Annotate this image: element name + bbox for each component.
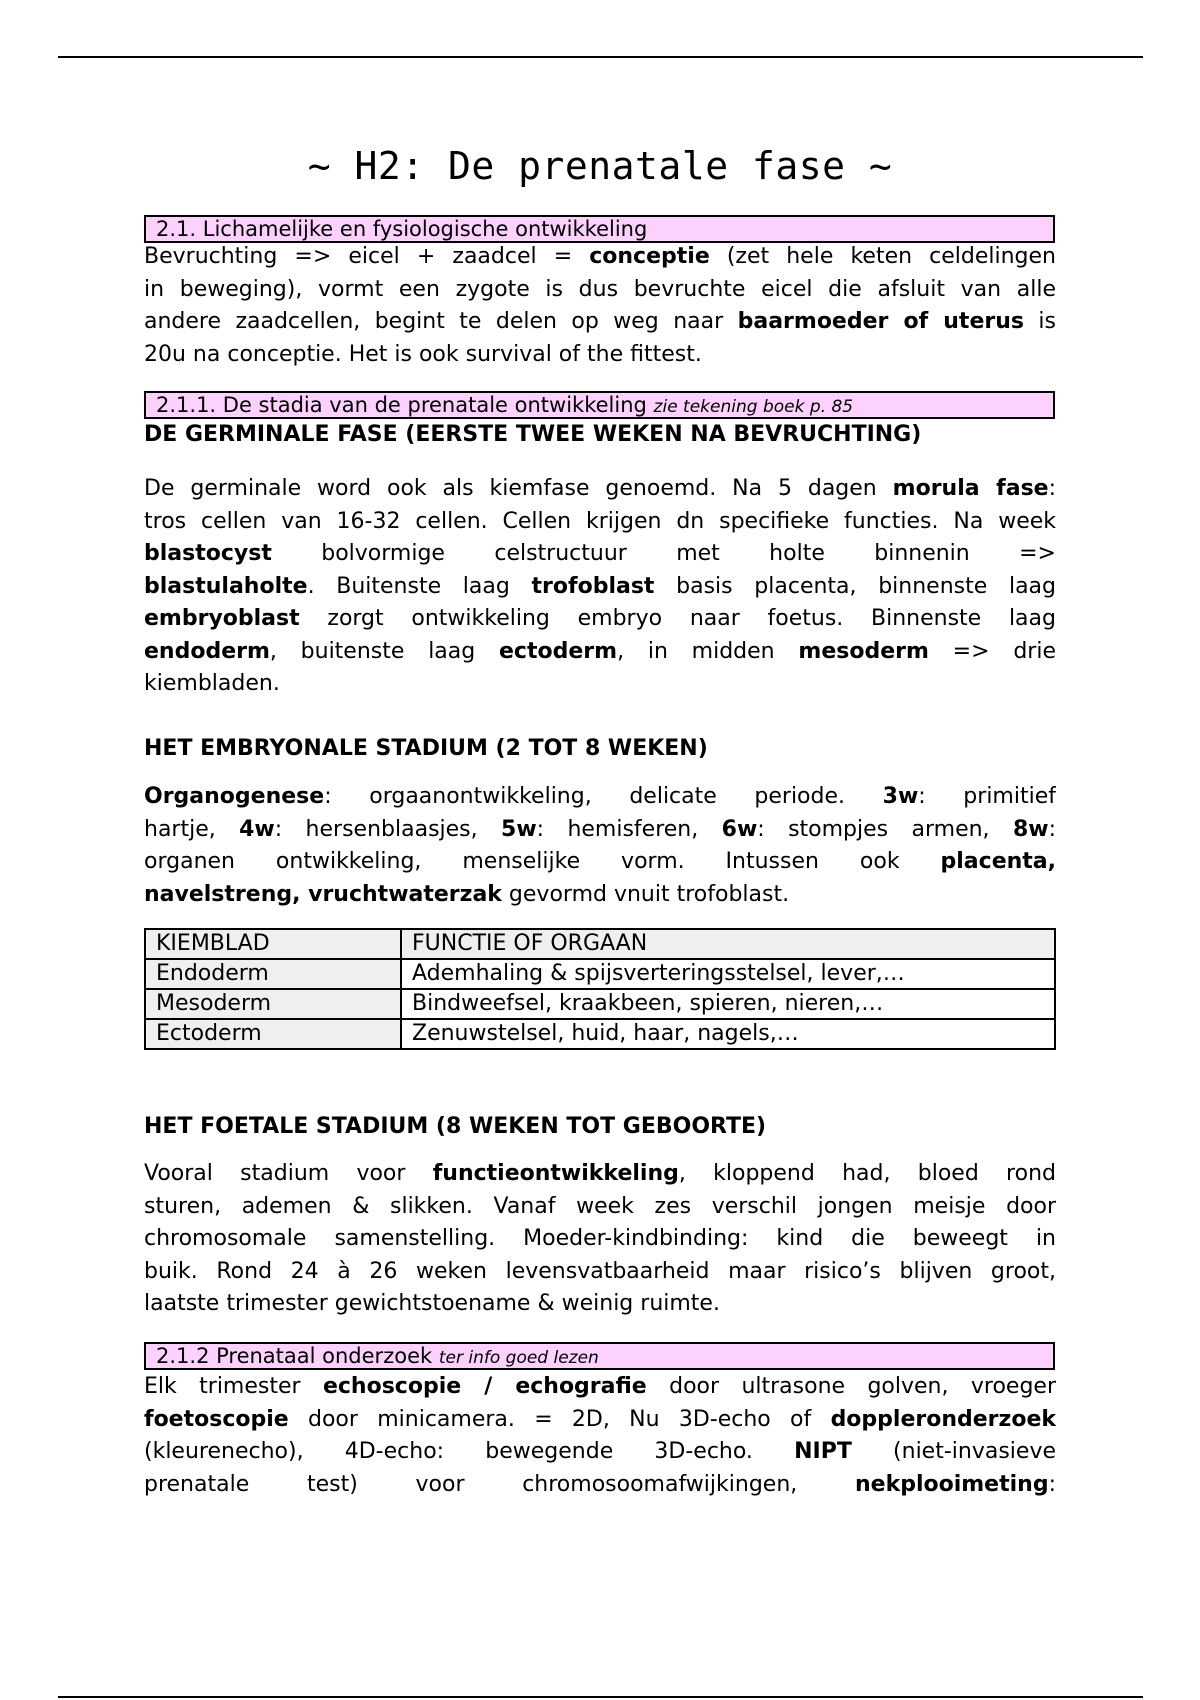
bold-term: 4w [239,816,275,842]
section-note: zie tekening boek p. 85 [653,397,854,417]
table-cell-germ-layer: Mesoderm [145,989,401,1019]
bold-term: baarmoeder of uterus [737,309,1024,334]
text-line: (kleurenecho), 4D-echo: bewegende 3D-echo. NIPT (niet-invasieve [144,1439,1056,1464]
paragraph-germinal-phase [144,473,1056,701]
paragraph-fertilization [144,241,1056,371]
text-line: foetoscopie door minicamera. = 2D, Nu 3D-echo of doppleronderzoek [144,1406,1056,1432]
bold-term: 3w [882,784,919,809]
text-line: Elk trimester echoscopie / echografie door ultrasone golven, vroeger [144,1374,1056,1399]
text-line: Bevruchting => eicel + zaadcel = conceptie (zet hele keten celdelingen [144,244,1056,269]
bold-term: blastocyst [144,541,272,566]
table-cell-germ-layer: Ectoderm [145,1019,401,1049]
heading-embryonal-stage: HET EMBRYONALE STADIUM (2 TOT 8 WEKEN) [144,736,708,761]
page-title: ~ H2: De prenatale fase ~ [307,144,893,188]
text-line: in beweging), vormt een zygote is dus bevruchte eicel die afsluit van alle [144,276,1056,302]
bold-term: functieontwikkeling [432,1161,679,1186]
bold-term: NIPT [794,1439,852,1464]
bold-term: foetoscopie [144,1406,289,1432]
bold-term: endoderm [144,638,270,664]
table-cell-function: Bindweefsel, kraakbeen, spieren, nieren,… [401,989,1055,1019]
table-row [145,1019,1055,1049]
section-note: ter info goed lezen [438,1348,599,1368]
text-line: 20u na conceptie. Het is ook survival of the fittest. [144,341,702,367]
table-row [145,989,1055,1019]
text-line: prenatale test) voor chromosoomafwijkingen, nekplooimeting: [144,1471,1056,1497]
table-cell-function: Zenuwstelsel, huid, haar, nagels,… [401,1019,1055,1049]
paragraph-fetal-stage [144,1158,1056,1321]
bold-term: mesoderm [798,638,929,664]
text-line: navelstreng, vruchtwaterzak gevormd vnuit trofoblast. [144,881,790,907]
bold-term: echoscopie / echografie [322,1374,647,1399]
bold-term: morula fase [892,476,1049,501]
text-line: Organogenese: orgaanontwikkeling, delicate periode. 3w: primitief [144,784,1056,809]
section-heading-2-1-1 [144,391,1055,419]
bold-term: doppleronderzoek [830,1406,1056,1432]
paragraph-embryonal-stage [144,781,1056,911]
text-line: kiembladen. [144,671,280,696]
text-line: blastulaholte. Buitenste laag trofoblast basis placenta, binnenste laag [144,573,1056,599]
bold-term: Organogenese [144,784,325,809]
text-line: buik. Rond 24 à 26 weken levensvatbaarheid maar risico’s blijven groot, [144,1258,1056,1284]
text-line: De germinale word ook als kiemfase genoemd. Na 5 dagen morula fase: [144,476,1056,501]
bold-term: conceptie [589,244,710,269]
bold-term: 6w [721,816,758,842]
text-line: organen ontwikkeling, menselijke vorm. Intussen ook placenta, [144,849,1056,874]
paragraph-prenatal-screening [144,1371,1056,1501]
bold-term: placenta, [940,849,1056,874]
bold-term: blastulaholte [144,573,308,599]
table-cell-germ-layer: Endoderm [145,959,401,989]
section-heading-text: 2.1. Lichamelijke en fysiologische ontwikkeling [156,217,648,241]
bold-term: navelstreng, vruchtwaterzak [144,881,502,907]
bold-term: ectoderm [499,638,618,664]
text-line: blastocyst bolvormige celstructuur met holte binnenin => [144,541,1056,566]
section-heading-text: 2.1.2 Prenataal onderzoek [156,1344,433,1368]
section-heading-text: 2.1.1. De stadia van de prenatale ontwikkeling [156,393,647,417]
heading-fetal-stage: HET FOETALE STADIUM (8 WEKEN TOT GEBOORTE) [144,1114,767,1139]
table-header-cell: KIEMBLAD [145,929,401,959]
text-line: embryoblast zorgt ontwikkeling embryo naar foetus. Binnenste laag [144,606,1056,631]
text-line: sturen, ademen & slikken. Vanaf week zes verschil jongen meisje door [144,1193,1056,1219]
text-line: laatste trimester gewichtstoename & weinig ruimte. [144,1291,720,1316]
heading-germinal-phase: DE GERMINALE FASE (EERSTE TWEE WEKEN NA BEVRUCHTING) [144,422,922,447]
table-header-cell: FUNCTIE OF ORGAAN [401,929,1055,959]
section-heading-2-1 [144,215,1055,243]
text-line: endoderm, buitenste laag ectoderm, in midden mesoderm => drie [144,638,1056,664]
bold-term: embryoblast [144,606,300,631]
bold-term: 8w [1012,816,1049,842]
bold-term: nekplooimeting [854,1471,1049,1497]
text-line: andere zaadcellen, begint te delen op weg naar baarmoeder of uterus is [144,309,1056,334]
text-line: hartje, 4w: hersenblaasjes, 5w: hemisferen, 6w: stompjes armen, 8w: [144,816,1056,842]
text-line: tros cellen van 16-32 cellen. Cellen krijgen dn specifieke functies. Na week [144,508,1056,534]
top-rule [58,56,1143,58]
table-header-row [145,929,1055,959]
germ-layer-table [144,928,1056,1050]
text-line: chromosomale samenstelling. Moeder-kindbinding: kind die beweegt in [144,1226,1056,1251]
section-heading-2-1-2 [144,1342,1055,1370]
table-row [145,959,1055,989]
bottom-rule [58,1696,1143,1698]
bold-term: trofoblast [531,573,655,599]
bold-term: 5w [501,816,537,842]
table-cell-function: Ademhaling & spijsverteringsstelsel, lever,… [401,959,1055,989]
text-line: Vooral stadium voor functieontwikkeling, kloppend had, bloed rond [144,1161,1056,1186]
